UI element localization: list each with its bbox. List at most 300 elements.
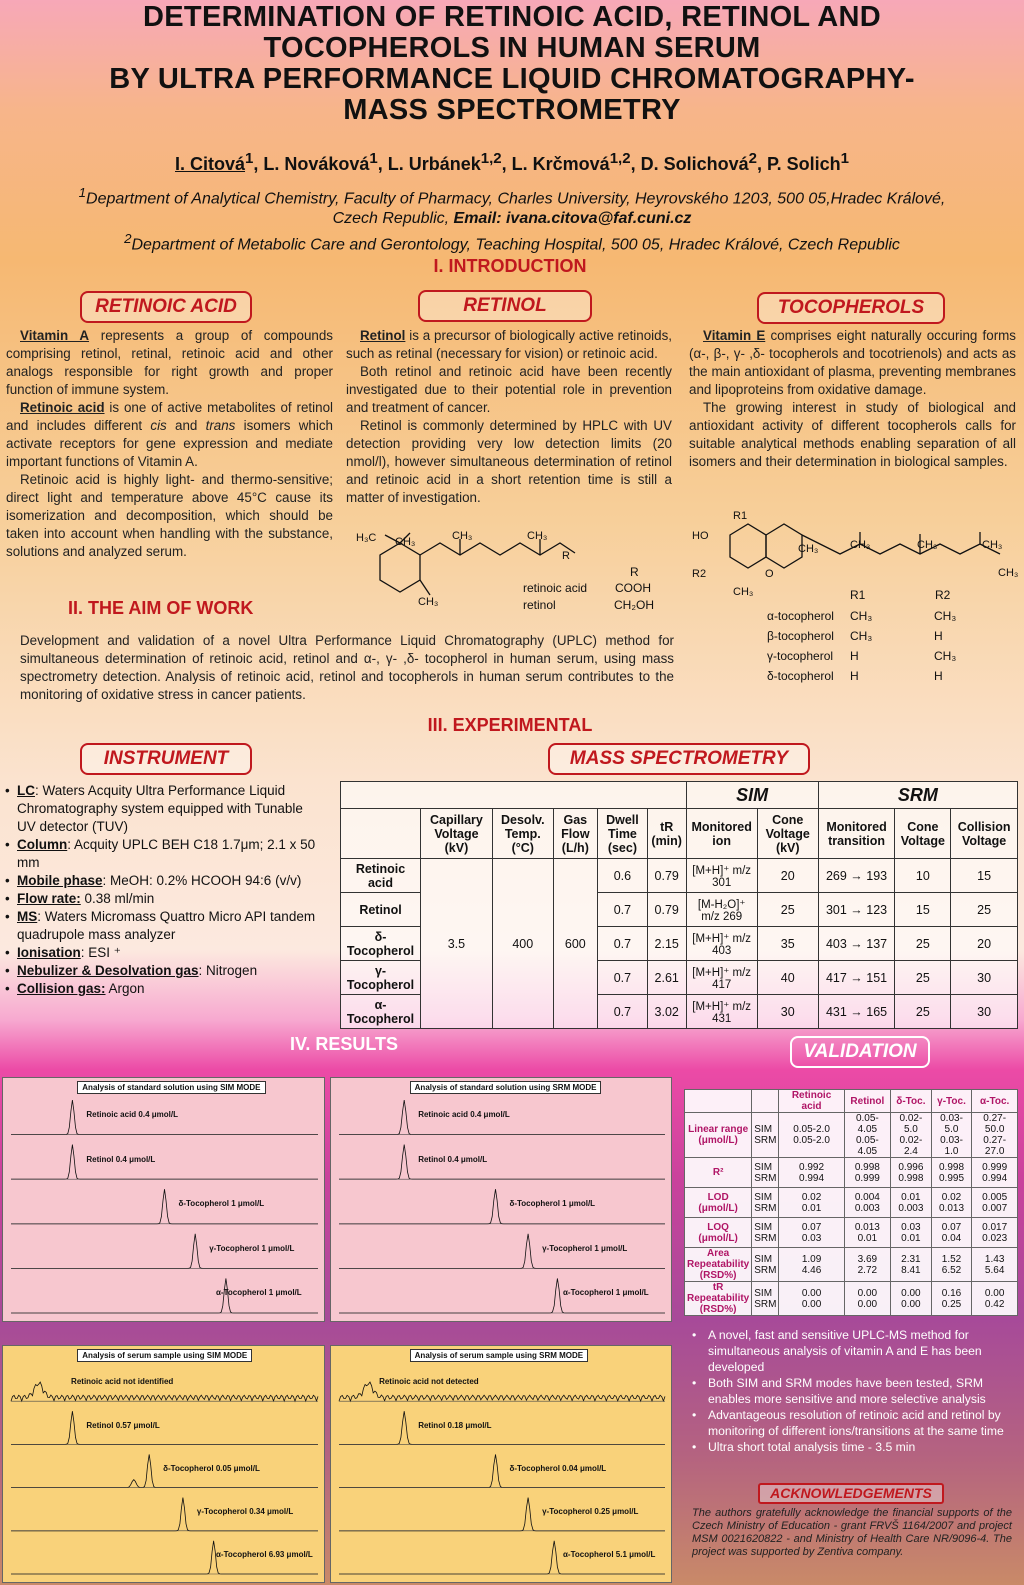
validation-srm-value: 0.998	[898, 1172, 924, 1184]
validation-sim-value: 0.00	[901, 1287, 921, 1299]
chem-label: CH₃	[527, 530, 548, 542]
conclusion-item: • Ultra short total analysis time - 3.5 min	[708, 1439, 1013, 1455]
validation-cell	[779, 1248, 844, 1282]
author-sup: 1	[369, 150, 378, 167]
paragraph: Retinoic acid is highly light- and thermo-sensitive; direct light and temperature above 45°C cause its isomerization and decomposition, which should be taken into account when handling with the substance, solutions and analyzed serum.	[6, 472, 333, 559]
ms-cell: 301 → 123	[818, 893, 895, 927]
validation-column-header: Retinol	[844, 1090, 890, 1113]
validation-srm-value: 0.01	[901, 1232, 921, 1244]
validation-mode	[752, 1218, 779, 1248]
ms-cell: 0.6	[597, 859, 647, 893]
ms-column-header: Cone Voltage (kV)	[757, 809, 818, 859]
box-mass-spectrometry: MASS SPECTROMETRY	[548, 743, 810, 775]
chromatogram-label: Retinoic acid not identified	[71, 1377, 174, 1387]
chromatogram-label: Retinol 0.57 μmol/L	[86, 1420, 160, 1430]
box-tocopherols: TOCOPHEROLS	[757, 292, 945, 324]
chem-label: R	[630, 565, 639, 579]
validation-column-header: α-Toc.	[972, 1090, 1018, 1113]
ms-parameters-table	[340, 781, 1018, 1029]
validation-srm-value: 0.003	[898, 1202, 924, 1214]
validation-mode-label: SIM	[754, 1161, 773, 1173]
validation-sim-value: 0.00	[857, 1287, 878, 1299]
validation-cell	[779, 1158, 844, 1188]
validation-cell	[844, 1158, 890, 1188]
validation-cell	[891, 1218, 932, 1248]
affil-sup: 1	[78, 185, 87, 200]
validation-sim-value: 0.00	[984, 1287, 1005, 1299]
paragraph: and	[166, 418, 206, 433]
chromatogram-panel	[330, 1345, 672, 1583]
retinol-text	[346, 327, 672, 507]
validation-mode-label: SIM	[754, 1221, 773, 1233]
instrument-label: Ionisation	[17, 945, 81, 960]
ms-cell: [M-H₂O]⁺ m/z 269	[686, 893, 757, 927]
tocopherol-r2: CH₃	[934, 609, 957, 623]
ms-column-header: Monitored transition	[818, 809, 895, 859]
validation-sim-value: 0.00	[801, 1287, 822, 1299]
validation-cell	[779, 1188, 844, 1218]
validation-srm-value: 4.46	[801, 1264, 822, 1276]
term: cis	[150, 418, 167, 433]
tocopherol-name: α-tocopherol	[767, 609, 834, 623]
box-acknowledgements: ACKNOWLEDGEMENTS	[758, 1483, 944, 1504]
validation-sim-value: 0.996	[898, 1161, 924, 1173]
aim-text: Development and validation of a novel Ultra Performance Liquid Chromatography (UPLC) method for simultaneous determination of retinoic acid, retinol and α-, γ- ,δ- tocopherol in human serum, using mass spectrometry detection. Analysis of retinoic acid, retinol and tocopherols in human serum contributes to the monitoring of oxidative stress in cancer patients.	[20, 633, 674, 702]
validation-sim-value: 0.03-5.0	[940, 1113, 963, 1135]
chromatogram-label: Retinol 0.4 μmol/L	[86, 1154, 156, 1164]
email[interactable]: Email: ivana.citova@faf.cuni.cz	[453, 210, 692, 228]
validation-srm-value: 0.003	[854, 1202, 880, 1214]
validation-row	[685, 1113, 1018, 1158]
validation-sim-value: 2.31	[901, 1253, 921, 1265]
validation-srm-value: 0.01	[801, 1202, 822, 1214]
term: Retinoic acid	[20, 400, 105, 415]
tocopherols-text	[689, 327, 1016, 471]
tocopherol-row	[767, 666, 997, 686]
validation-sim-value: 0.998	[854, 1161, 880, 1173]
tocopherol-row	[767, 626, 997, 646]
instrument-label: LC	[17, 783, 35, 798]
ms-shared-value: 3.5	[421, 859, 493, 1029]
ms-cell: 30	[951, 995, 1018, 1029]
validation-param: Area Repeatability (RSD%)	[685, 1248, 752, 1282]
chromatogram-trace	[11, 1145, 318, 1180]
ms-cell: [M+H]⁺ m/z 301	[686, 859, 757, 893]
chromatogram-trace	[11, 1189, 318, 1224]
validation-param: tR Repeatability (RSD%)	[685, 1282, 752, 1316]
validation-sim-value: 0.999	[982, 1161, 1008, 1173]
validation-srm-value: 0.007	[982, 1202, 1008, 1214]
author: , L. Krčmová	[501, 154, 610, 174]
chem-label: HO	[692, 530, 709, 542]
chromatogram-panel	[330, 1077, 672, 1322]
chem-label: R1	[733, 510, 748, 522]
instrument-label: Column	[17, 837, 68, 852]
blank-header	[341, 809, 421, 859]
validation-srm-value: 0.05-4.05	[855, 1135, 879, 1157]
chem-label: R2	[935, 588, 951, 602]
section-results: IV. RESULTS	[290, 1034, 399, 1054]
validation-cell	[891, 1113, 932, 1158]
validation-sim-value: 0.07	[941, 1221, 962, 1233]
affil-sup: 2	[124, 231, 132, 247]
ms-cell: 25	[757, 893, 818, 927]
validation-cell	[844, 1188, 890, 1218]
paragraph: The growing interest in study of biological and antioxidant activity of different tocopherols calls for suitable analytical methods enabling separation of all isomers and their determination in biological samples.	[689, 400, 1016, 469]
validation-sim-value: 0.017	[982, 1221, 1008, 1233]
term: trans	[205, 418, 236, 433]
chromatogram-label: γ-Tocopherol 1 μmol/L	[542, 1243, 628, 1253]
validation-mode-label: SIM	[754, 1253, 773, 1265]
validation-sim-value: 0.998	[938, 1161, 965, 1173]
author: I. Citová	[175, 154, 246, 174]
validation-sim-value: 0.992	[799, 1161, 825, 1173]
instrument-item	[17, 962, 325, 980]
validation-cell	[972, 1158, 1018, 1188]
chromatogram-label: γ-Tocopherol 0.25 μmol/L	[542, 1507, 639, 1517]
ms-compound-name: δ-Tocopherol	[341, 927, 421, 961]
section-introduction: I. INTRODUCTION	[433, 256, 587, 276]
validation-srm-value: 0.27-27.0	[983, 1135, 1007, 1157]
validation-srm-value: 8.41	[901, 1264, 921, 1276]
author-sup: 1,2	[480, 150, 502, 167]
validation-mode-label: SRM	[754, 1135, 777, 1146]
author: , L. Urbánek	[377, 154, 481, 174]
chem-label: CH₃	[798, 543, 819, 555]
paragraph: Retinol is commonly determined by HPLC with UV detection providing very low detection limits (20 nmol/l), however simultaneous determination of retinol and retinoic acid in a short retention time is still a matter of investigation.	[346, 418, 672, 505]
chem-label: R2	[692, 568, 707, 580]
instrument-item	[17, 872, 325, 890]
validation-cell	[931, 1218, 972, 1248]
ms-cell: 0.7	[597, 927, 647, 961]
validation-srm-value: 0.00	[801, 1298, 822, 1310]
section-experimental: III. EXPERIMENTAL	[427, 715, 593, 735]
title-line: BY ULTRA PERFORMANCE LIQUID CHROMATOGRAPHY-	[109, 63, 915, 95]
validation-srm-value: 0.42	[984, 1298, 1005, 1310]
validation-sim-value: 0.02	[801, 1191, 822, 1203]
instrument-item	[17, 944, 325, 962]
chem-label: CH₃	[395, 536, 416, 548]
validation-sim-value: 0.02-5.0	[899, 1113, 923, 1135]
chromatogram-trace	[339, 1145, 665, 1180]
paragraph: Both retinol and retinoic acid have been recently investigated due to their potential role in prevention and treatment of cancer.	[346, 364, 672, 415]
validation-srm-value: 0.05-2.0	[793, 1135, 830, 1146]
author-sup: 1	[245, 150, 254, 167]
validation-mode-label: SRM	[754, 1298, 777, 1310]
ms-cell: 3.02	[647, 995, 686, 1029]
validation-srm-value: 0.00	[901, 1298, 921, 1310]
validation-mode	[752, 1248, 779, 1282]
validation-srm-value: 0.999	[854, 1172, 880, 1184]
chem-label: COOH	[615, 581, 651, 595]
tocopherol-substituent-table	[767, 606, 997, 686]
validation-column-header: γ-Toc.	[931, 1090, 972, 1113]
title-line: TOCOPHEROLS IN HUMAN SERUM	[263, 32, 761, 64]
chromatogram-label: α-Tocopherol 6.93 μmol/L	[216, 1550, 313, 1560]
validation-sim-value: 3.69	[857, 1253, 878, 1265]
ms-compound-name: Retinoic acid	[341, 859, 421, 893]
instrument-item	[17, 980, 325, 998]
chem-label: CH₃	[452, 530, 473, 542]
blank-header	[341, 782, 687, 809]
chromatogram-label: α-Tocopherol 5.1 μmol/L	[563, 1550, 656, 1560]
author: , D. Solichová	[630, 154, 749, 174]
chromatogram-trace	[339, 1411, 665, 1444]
chem-label: retinol	[523, 598, 556, 612]
instrument-item	[17, 908, 325, 944]
ms-cell: [M+H]⁺ m/z 431	[686, 995, 757, 1029]
tocopherol-r2: H	[934, 669, 943, 683]
validation-sim-value: 0.27-50.0	[983, 1113, 1007, 1135]
validation-mode-label: SRM	[754, 1172, 777, 1184]
term: Vitamin A	[20, 328, 90, 343]
tocopherol-r2: H	[934, 629, 943, 643]
chem-label: CH₃	[418, 596, 439, 608]
validation-table	[684, 1089, 1018, 1316]
chromatogram-title: Analysis of serum sample using SIM MODE	[77, 1349, 252, 1362]
paragraph: comprises eight naturally occuring forms (α-, β-, γ- ,δ- tocopherols and tocotrienols) and acts as the main antioxidant of plasma, preventing membranes and lipoproteins from oxidative damage.	[689, 328, 1017, 397]
ms-column-header: tR (min)	[647, 809, 686, 859]
validation-mode-label: SRM	[754, 1264, 777, 1276]
validation-srm-value: 0.25	[941, 1298, 962, 1310]
affiliation-2: Department of Metabolic Care and Gerontology, Teaching Hospital, 500 05, Hradec Králové, Czech Republic	[131, 236, 900, 254]
validation-param: LOD (μmol/L)	[685, 1188, 752, 1218]
ms-column-header: Desolv. Temp. (°C)	[492, 809, 553, 859]
retinoic-acid-text	[6, 327, 333, 561]
validation-mode	[752, 1282, 779, 1316]
instrument-label: MS	[17, 909, 38, 924]
tocopherol-r1: H	[850, 649, 859, 663]
instrument-value: : ESI ⁺	[80, 945, 121, 960]
ms-cell: 25	[951, 893, 1018, 927]
conclusion-item: • Both SIM and SRM modes have been tested, SRM enables more sensitive and more selective analysis	[708, 1375, 1013, 1407]
chem-label: R1	[850, 588, 866, 602]
validation-cell	[972, 1113, 1018, 1158]
box-retinoic-acid: RETINOIC ACID	[80, 291, 252, 323]
chem-label: CH₂OH	[614, 598, 654, 612]
chem-label: CH₃	[998, 567, 1019, 579]
conclusion-item: • A novel, fast and sensitive UPLC-MS method for simultaneous analysis of vitamin A and E has been developed	[708, 1327, 1013, 1375]
validation-srm-value: 0.994	[982, 1172, 1008, 1184]
ms-cell: 2.61	[647, 961, 686, 995]
chromatogram-title: Analysis of serum sample using SRM MODE	[410, 1349, 588, 1362]
conclusion-item: • Advantageous resolution of retinoic acid and retinol by monitoring of different ions/transitions at the same time	[708, 1407, 1013, 1439]
tocopherol-r1: CH₃	[850, 629, 873, 643]
validation-sim-value: 1.43	[984, 1253, 1005, 1265]
paragraph: represents a group of compounds comprising retinol, retinal, retinoic acid and other analogs responsible for right growth and proper function of immune system.	[6, 328, 333, 397]
validation-srm-value: 6.52	[941, 1264, 962, 1276]
validation-sim-value: 0.01	[901, 1191, 921, 1203]
validation-cell	[844, 1218, 890, 1248]
ms-cell: 10	[895, 859, 951, 893]
validation-srm-value: 0.02-2.4	[899, 1135, 923, 1157]
ms-table-row	[341, 859, 1018, 893]
instrument-value: : Waters Micromass Quattro Micro API tandem quadrupole mass analyzer	[17, 909, 316, 942]
validation-mode	[752, 1188, 779, 1218]
box-instrument: INSTRUMENT	[80, 743, 252, 775]
validation-cell	[972, 1188, 1018, 1218]
ms-cell: 0.79	[647, 893, 686, 927]
poster-title	[0, 2, 1024, 126]
validation-cell	[844, 1248, 890, 1282]
chem-label: O	[765, 568, 774, 580]
instrument-label: Mobile phase	[17, 873, 103, 888]
validation-cell	[891, 1188, 932, 1218]
chem-label: R	[562, 550, 570, 562]
ms-cell: [M+H]⁺ m/z 403	[686, 927, 757, 961]
ms-compound-name: γ-Tocopherol	[341, 961, 421, 995]
validation-cell	[779, 1282, 844, 1316]
chromatogram-panel	[2, 1077, 325, 1322]
validation-cell	[844, 1282, 890, 1316]
instrument-item	[17, 782, 325, 836]
chromatogram-label: Retinoic acid not detected	[379, 1377, 479, 1387]
validation-srm-value: 0.00	[857, 1298, 878, 1310]
affiliations	[10, 183, 1014, 256]
tocopherol-name: γ-tocopherol	[767, 649, 834, 663]
validation-mode-label: SIM	[754, 1287, 773, 1299]
chromatogram-panel	[2, 1345, 325, 1583]
validation-srm-value: 2.72	[857, 1264, 878, 1276]
validation-srm-value: 0.013	[938, 1202, 965, 1214]
tocopherol-name: β-tocopherol	[767, 629, 834, 643]
validation-column-header: Retinoic acid	[779, 1090, 844, 1113]
chromatogram-label: Retinol 0.18 μmol/L	[418, 1420, 492, 1430]
tocopherol-row	[767, 646, 997, 666]
validation-cell	[972, 1282, 1018, 1316]
authors	[0, 150, 1024, 175]
validation-row	[685, 1158, 1018, 1188]
validation-mode-label: SRM	[754, 1202, 777, 1214]
validation-cell	[844, 1113, 890, 1158]
validation-cell	[931, 1188, 972, 1218]
ms-cell: 431 → 165	[818, 995, 895, 1029]
chromatogram-label: Retinoic acid 0.4 μmol/L	[418, 1110, 510, 1120]
chromatogram-label: δ-Tocopherol 1 μmol/L	[178, 1199, 265, 1209]
ms-cell: 20	[757, 859, 818, 893]
chromatogram-label: δ-Tocopherol 0.05 μmol/L	[163, 1463, 260, 1473]
instrument-label: Flow rate:	[17, 891, 81, 906]
conclusions	[688, 1327, 1013, 1455]
ms-cell: 269 → 193	[818, 859, 895, 893]
instrument-value: : Waters Acquity Ultra Performance Liquid Chromatography system equipped with Tunable UV detector (TUV)	[17, 783, 303, 834]
instrument-label: Nebulizer & Desolvation gas	[17, 963, 199, 978]
instrument-value: 0.38 ml/min	[80, 891, 155, 906]
ms-cell: 25	[895, 961, 951, 995]
author: , L. Nováková	[253, 154, 370, 174]
validation-sim-value: 0.013	[854, 1221, 880, 1233]
chromatogram-trace	[11, 1411, 318, 1444]
validation-sim-value: 0.005	[982, 1191, 1008, 1203]
chem-label: CH₃	[982, 539, 1003, 551]
instrument-value: : Acquity UPLC BEH C18 1.7μm; 2.1 x 50 mm	[17, 837, 316, 870]
validation-sim-value: 0.004	[854, 1191, 880, 1203]
paragraph: is one of active metabolites of retinol and includes different	[6, 400, 333, 433]
validation-row	[685, 1218, 1018, 1248]
section-aim: II. THE AIM OF WORK	[68, 598, 254, 618]
chromatogram-trace	[339, 1454, 665, 1487]
validation-sim-value: 0.05-2.0	[793, 1124, 830, 1135]
validation-cell	[931, 1113, 972, 1158]
validation-srm-value: 0.995	[938, 1172, 965, 1184]
validation-sim-value: 1.09	[801, 1253, 822, 1265]
validation-cell	[891, 1282, 932, 1316]
validation-srm-value: 0.023	[982, 1232, 1008, 1244]
chromatogram-title: Analysis of standard solution using SRM MODE	[410, 1081, 602, 1094]
author-sup: 1	[840, 150, 849, 167]
title-line: MASS SPECTROMETRY	[343, 94, 681, 126]
chem-label: CH₃	[917, 539, 938, 551]
ms-compound-name: Retinol	[341, 893, 421, 927]
validation-srm-value: 0.03-1.0	[940, 1135, 963, 1157]
ms-cell: 25	[895, 995, 951, 1029]
author: , P. Solich	[756, 154, 841, 174]
validation-cell	[779, 1218, 844, 1248]
validation-srm-value: 0.03	[801, 1232, 822, 1244]
ms-shared-value: 600	[553, 859, 597, 1029]
validation-sim-value: 1.52	[941, 1253, 962, 1265]
ms-cell: 25	[895, 927, 951, 961]
validation-sim-value: 0.03	[901, 1221, 921, 1233]
validation-cell	[931, 1248, 972, 1282]
validation-sim-value: 0.05-4.05	[855, 1113, 879, 1135]
ms-shared-value: 400	[492, 859, 553, 1029]
ms-compound-name: α-Tocopherol	[341, 995, 421, 1029]
blank-header	[685, 1090, 752, 1113]
box-retinol: RETINOL	[418, 290, 592, 322]
ms-cell: 40	[757, 961, 818, 995]
validation-cell	[972, 1248, 1018, 1282]
validation-cell	[891, 1248, 932, 1282]
chem-label: H₃C	[356, 532, 377, 544]
instrument-label: Collision gas:	[17, 981, 106, 996]
chromatogram-label: Retinoic acid 0.4 μmol/L	[86, 1110, 178, 1120]
validation-param: Linear range (μmol/L)	[685, 1113, 752, 1158]
validation-srm-value: 0.04	[941, 1232, 962, 1244]
tocopherol-row	[767, 606, 997, 626]
validation-sim-value: 0.07	[801, 1221, 822, 1233]
term: Vitamin E	[703, 328, 766, 343]
instrument-item	[17, 890, 325, 908]
box-validation: VALIDATION	[790, 1036, 930, 1068]
validation-cell	[779, 1113, 844, 1158]
instrument-item	[17, 836, 325, 872]
validation-cell	[972, 1218, 1018, 1248]
validation-mode	[752, 1158, 779, 1188]
validation-row	[685, 1282, 1018, 1316]
ms-cell: 417 → 151	[818, 961, 895, 995]
chem-label: CH₃	[850, 539, 871, 551]
validation-mode-label: SRM	[754, 1232, 777, 1244]
validation-srm-value: 0.01	[857, 1232, 878, 1244]
title-line: DETERMINATION OF RETINOIC ACID, RETINOL AND	[143, 1, 881, 33]
ms-cell: 35	[757, 927, 818, 961]
ms-cell: 30	[757, 995, 818, 1029]
validation-column-header: δ-Toc.	[891, 1090, 932, 1113]
group-sim: SIM	[686, 782, 818, 809]
chromatogram-label: γ-Tocopherol 0.34 μmol/L	[196, 1507, 294, 1517]
author-sup: 1,2	[609, 150, 631, 167]
validation-row	[685, 1248, 1018, 1282]
ms-cell: 0.7	[597, 893, 647, 927]
ms-cell: 15	[951, 859, 1018, 893]
ms-column-header: Dwell Time (sec)	[597, 809, 647, 859]
blank-header	[752, 1090, 779, 1113]
ms-cell: 15	[895, 893, 951, 927]
ms-cell: 20	[951, 927, 1018, 961]
chromatogram-label: δ-Tocopherol 1 μmol/L	[509, 1199, 596, 1209]
validation-sim-value: 0.02	[941, 1191, 962, 1203]
